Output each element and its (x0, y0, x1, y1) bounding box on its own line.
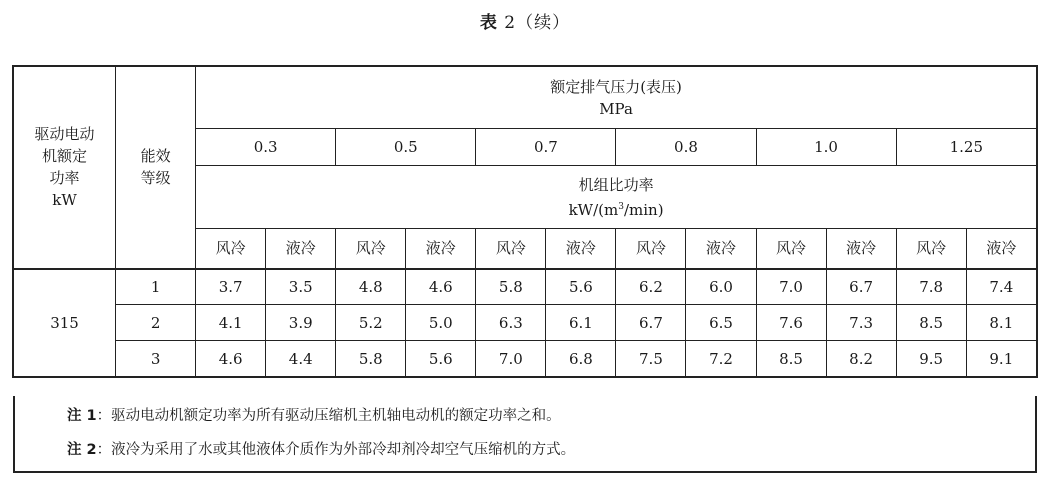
grade-cell: 1 (116, 269, 196, 305)
value-cell: 3.7 (196, 269, 266, 305)
value-cell: 6.5 (686, 305, 756, 341)
grade-header-line: 等级 (140, 169, 171, 188)
value-cell: 9.1 (966, 341, 1036, 377)
pressure-cell: 1.0 (756, 129, 896, 166)
liquid-cooled-header: 液冷 (546, 229, 616, 269)
value-cell: 7.8 (896, 269, 966, 305)
power-header (14, 67, 116, 269)
specific-power-header (196, 166, 1037, 229)
value-cell: 9.5 (896, 341, 966, 377)
power-value: 315 (14, 269, 116, 377)
pressure-header (196, 67, 1037, 129)
value-cell: 6.3 (476, 305, 546, 341)
efficiency-table (13, 66, 1037, 377)
grade-header (116, 67, 196, 269)
liquid-cooled-header: 液冷 (826, 229, 896, 269)
air-cooled-header: 风冷 (336, 229, 406, 269)
value-cell: 6.8 (546, 341, 616, 377)
value-cell: 7.4 (966, 269, 1036, 305)
note-text: ：液冷为采用了水或其他液体介质作为外部冷却剂冷却空气压缩机的方式。 (96, 442, 576, 458)
liquid-cooled-header: 液冷 (686, 229, 756, 269)
air-cooled-header: 风冷 (476, 229, 546, 269)
value-cell: 8.2 (826, 341, 896, 377)
air-cooled-header: 风冷 (896, 229, 966, 269)
table-row (14, 341, 1037, 377)
liquid-cooled-header: 液冷 (966, 229, 1036, 269)
table-title-prefix: 表 (479, 13, 498, 33)
value-cell: 6.7 (616, 305, 686, 341)
power-header-line: 机额定 (42, 147, 88, 166)
value-cell: 5.2 (336, 305, 406, 341)
value-cell: 5.6 (406, 341, 476, 377)
value-cell: 5.8 (336, 341, 406, 377)
table-title-rest: 2（续） (497, 13, 571, 33)
grade-cell: 3 (116, 341, 196, 377)
value-cell: 7.0 (476, 341, 546, 377)
value-cell: 6.7 (826, 269, 896, 305)
pressure-cell: 0.8 (616, 129, 756, 166)
pressure-cell: 1.25 (896, 129, 1036, 166)
specific-power-unit: $kW/(m^3/\min)$ (568, 200, 664, 219)
value-cell: 7.5 (616, 341, 686, 377)
power-header-line: kW (52, 191, 77, 210)
value-cell: 3.5 (266, 269, 336, 305)
value-cell: 3.9 (266, 305, 336, 341)
value-cell: 8.5 (756, 341, 826, 377)
pressure-cell: 0.3 (196, 129, 336, 166)
note-text: ：驱动电动机额定功率为所有驱动压缩机主机轴电动机的额定功率之和。 (96, 408, 561, 424)
value-cell: 7.0 (756, 269, 826, 305)
value-cell: 4.6 (406, 269, 476, 305)
liquid-cooled-header: 液冷 (266, 229, 336, 269)
value-cell: 4.8 (336, 269, 406, 305)
liquid-cooled-header: 液冷 (406, 229, 476, 269)
note-2 (67, 438, 575, 459)
pressure-unit: MPa (599, 99, 633, 118)
specific-power-title: 机组比功率 (578, 175, 654, 194)
value-cell: 7.2 (686, 341, 756, 377)
value-cell: 7.3 (826, 305, 896, 341)
value-cell: 6.1 (546, 305, 616, 341)
grade-header-line: 能效 (140, 147, 171, 166)
table-row (14, 269, 1037, 305)
pressure-cell: 0.7 (476, 129, 616, 166)
value-cell: 5.6 (546, 269, 616, 305)
notes-box (13, 396, 1037, 473)
value-cell: 8.5 (896, 305, 966, 341)
table-row (14, 305, 1037, 341)
value-cell: 6.0 (686, 269, 756, 305)
note-label: 注 1 (67, 408, 97, 424)
power-header-line: 驱动电动 (34, 125, 95, 144)
value-cell: 4.4 (266, 341, 336, 377)
pressure-cell: 0.5 (336, 129, 476, 166)
value-cell: 7.6 (756, 305, 826, 341)
value-cell: 5.0 (406, 305, 476, 341)
power-header-line: 功率 (49, 169, 80, 188)
air-cooled-header: 风冷 (196, 229, 266, 269)
value-cell: 4.6 (196, 341, 266, 377)
note-1 (67, 404, 561, 425)
value-cell: 4.1 (196, 305, 266, 341)
table-title (0, 8, 1050, 33)
air-cooled-header: 风冷 (616, 229, 686, 269)
value-cell: 6.2 (616, 269, 686, 305)
value-cell: 8.1 (966, 305, 1036, 341)
pressure-title: 额定排气压力(表压) (550, 77, 682, 96)
grade-cell: 2 (116, 305, 196, 341)
note-label: 注 2 (67, 442, 97, 458)
value-cell: 5.8 (476, 269, 546, 305)
air-cooled-header: 风冷 (756, 229, 826, 269)
